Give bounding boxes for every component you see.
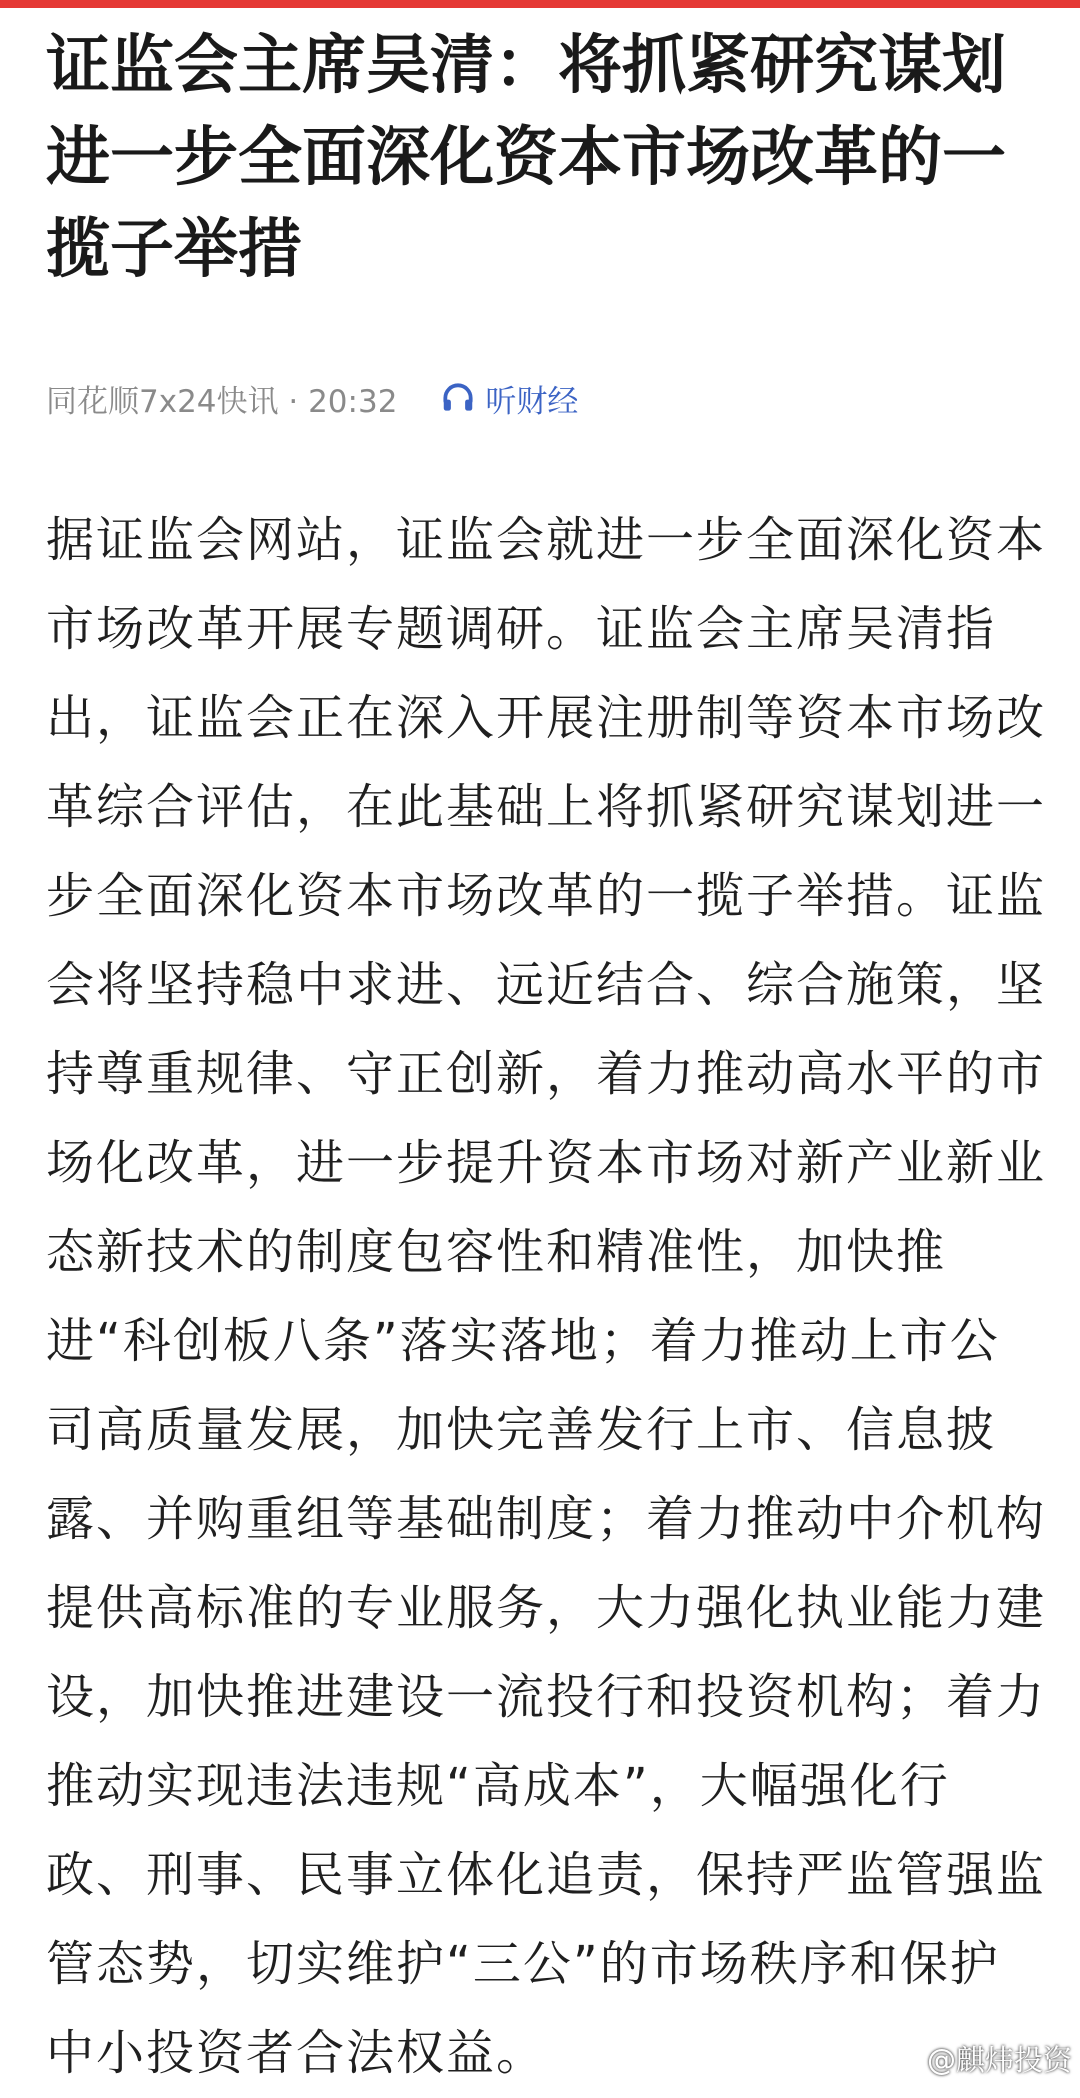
listen-button[interactable] — [439, 376, 578, 421]
listen-label: 听财经 — [485, 383, 579, 420]
top-accent-bar — [0, 0, 1080, 8]
headphones-icon — [439, 379, 477, 417]
weibo-icon — [887, 2042, 921, 2076]
watermark-text: @麒炜投资 — [926, 2043, 1072, 2077]
article-source-time: 同花顺7x24快讯 · 20:32 — [46, 383, 398, 420]
article-meta — [46, 374, 578, 422]
watermark — [887, 2038, 1072, 2079]
article-title: 证监会主席吴清：将抓紧研究谋划进一步全面深化资本市场改革的一揽子举措 — [46, 29, 1006, 287]
article-body: 据证监会网站，证监会就进一步全面深化资本市场改革开展专题调研。证监会主席吴清指出，证监会正在深入开展注册制等资本市场改革综合评估，在此基础上将抓紧研究谋划进一步全面深化资本市场改革的一揽子举措。证监会将坚持稳中求进、远近结合、综合施策，坚持尊重规律、守正创新，着力推动高水平的市场化改革，进一步提升资本市场对新产业新业态新技术的制度包容性和精准性，加快推进“科创板八条”落实落地；着力推动上市公司高质量发展，加快完善发行上市、信息披露、并购重组等基础制度；着力推动中介机构提供高标准的专业服务，大力强化执业能力建设，加快推进建设一流投行和投资机构；着力推动实现违法违规“高成本”，大幅强化行政、刑事、民事立体化追责，保持严监管强监管态势，切实维护“三公”的市场秩序和保护中小投资者合法权益。 — [46, 512, 1047, 2081]
